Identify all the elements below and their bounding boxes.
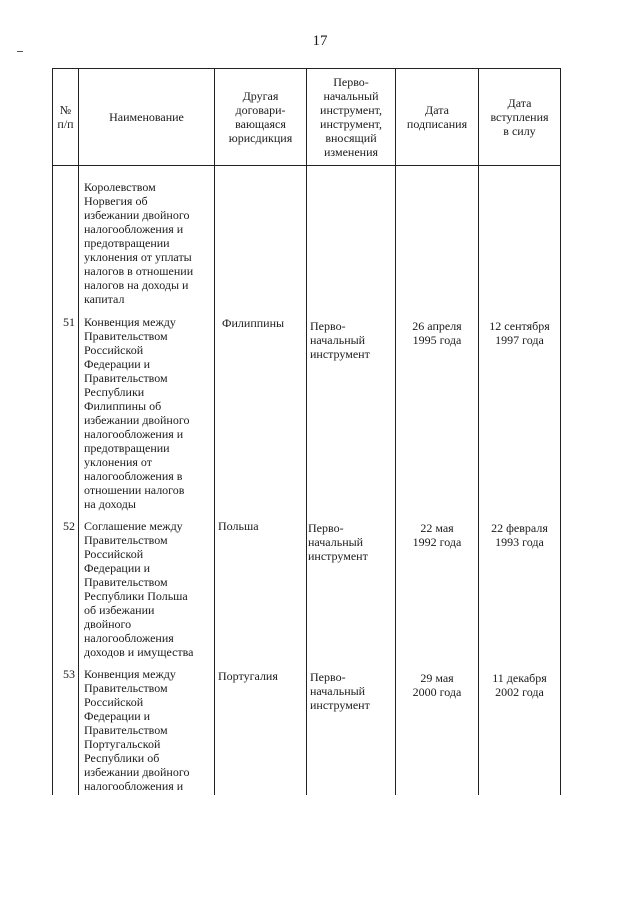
- row-53-signed: 29 мая 2000 года: [412, 671, 462, 699]
- margin-mark: [17, 51, 23, 52]
- row-52-instrument: Перво- начальный инструмент: [308, 521, 368, 563]
- row-52-name: Соглашение между Правительством Российской Федерации и Правительством Республики Польша об избежании двойного налогообложения доходов и имущества: [84, 519, 194, 659]
- row-51-num: 51: [63, 315, 75, 329]
- row-51-signed: 26 апреля 1995 года: [412, 319, 462, 347]
- row-51-instrument: Перво- начальный инструмент: [310, 319, 370, 361]
- row-53-instrument: Перво- начальный инструмент: [310, 670, 370, 712]
- col-border-6: [560, 68, 561, 795]
- row-52-num: 52: [63, 519, 75, 533]
- row-52-signed: 22 мая 1992 года: [412, 521, 462, 549]
- header-instrument: Перво- начальный инструмент, инструмент, вносящий изменения: [320, 75, 382, 159]
- header-name: Наименование: [109, 110, 184, 124]
- row-51-jurisdiction: Филиппины: [222, 316, 285, 330]
- header-jurisdiction: Другая договари- вающаяся юрисдикция: [228, 89, 293, 145]
- col-border-2: [214, 68, 215, 795]
- row-52-jurisdiction: Польша: [218, 519, 259, 533]
- row-51-name: Конвенция между Правительством Российской Федерации и Правительством Республики Филиппины об избежании двойного налогообложения и предотвращении уклонения от налогообложения в отношении налогов на доходы: [84, 315, 190, 511]
- header-signed: Дата подписания: [406, 103, 468, 131]
- header-num: № п/п: [57, 103, 74, 131]
- row-53-jurisdiction: Португалия: [218, 669, 278, 683]
- page-number: 17: [312, 33, 328, 49]
- col-border-3: [306, 68, 307, 795]
- treaty-table: [52, 68, 560, 795]
- row-53-num: 53: [63, 667, 75, 681]
- row-52-effective: 22 февраля 1993 года: [491, 521, 548, 549]
- row-53-effective: 11 декабря 2002 года: [492, 671, 547, 699]
- col-border-0: [52, 68, 53, 795]
- row-53-name: Конвенция между Правительством Российской Федерации и Правительством Португальской Республики об избежании двойного налогообложения и: [84, 667, 190, 793]
- col-border-1: [78, 68, 79, 795]
- row-51-effective: 12 сентября 1997 года: [489, 319, 550, 347]
- header-effective: Дата вступления в силу: [490, 96, 549, 138]
- row-0-name: Королевством Норвегия об избежании двойного налогообложения и предотвращении уклонения от уплаты налогов в отношении налогов на доходы и капитал: [84, 180, 194, 306]
